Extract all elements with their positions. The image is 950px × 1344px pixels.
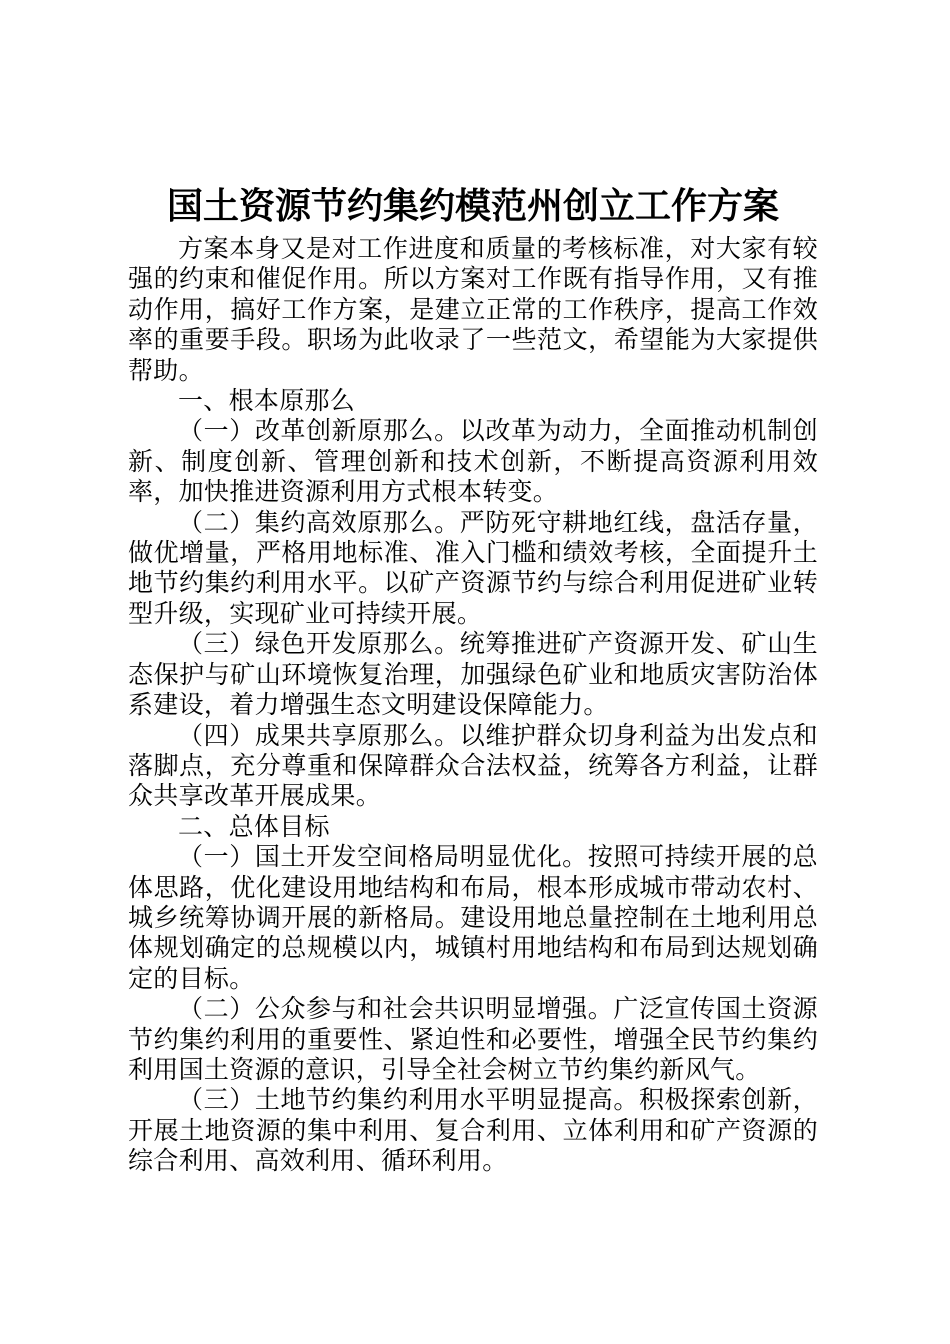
principle-paragraph: （四）成果共享原那么。以维护群众切身利益为出发点和落脚点，充分尊重和保障群众合法权益，统筹各方利益，让群众共享改革开展成果。	[128, 720, 818, 811]
section-heading-goals: 二、总体目标	[178, 811, 330, 841]
goal-paragraph: （二）公众参与和社会共识明显增强。广泛宣传国土资源节约集约利用的重要性、紧迫性和必要性，增强全民节约集约利用国土资源的意识，引导全社会树立节约集约新风气。	[128, 994, 818, 1084]
section-heading-principles: 一、根本原那么	[178, 386, 356, 416]
goal-paragraph: （三）土地节约集约利用水平明显提高。积极探索创新，开展土地资源的集中利用、复合利用、立体利用和矿产资源的综合利用、高效利用、循环利用。	[128, 1085, 818, 1176]
document-page	[128, 180, 818, 1177]
principle-paragraph: （三）绿色开发原那么。统筹推进矿产资源开发、矿山生态保护与矿山环境恢复治理，加强绿色矿业和地质灾害防治体系建设，着力增强生态文明建设保障能力。	[128, 629, 818, 720]
principle-paragraph: （二）集约高效原那么。严防死守耕地红线，盘活存量，做优增量，严格用地标准、准入门槛和绩效考核，全面提升土地节约集约利用水平。以矿产资源节约与综合利用促进矿业转型升级，实现矿业可持续开展。	[128, 507, 818, 628]
principle-paragraph: （一）改革创新原那么。以改革为动力，全面推动机制创新、制度创新、管理创新和技术创新，不断提高资源利用效率，加快推进资源利用方式根本转变。	[128, 416, 818, 507]
intro-paragraph: 方案本身又是对工作进度和质量的考核标准，对大家有较强的约束和催促作用。所以方案对工作既有指导作用，又有推动作用，搞好工作方案，是建立正常的工作秩序，提高工作效率的重要手段。职场为此收录了一些范文，希望能为大家提供帮助。	[128, 234, 818, 385]
document-title: 国土资源节约集约模范州创立工作方案	[166, 185, 779, 227]
goal-paragraph: （一）国土开发空间格局明显优化。按照可持续开展的总体思路，优化建设用地结构和布局，根本形成城市带动农村、城乡统筹协调开展的新格局。建设用地总量控制在土地利用总体规划确定的总规模以内，城镇村用地结构和布局到达规划确定的目标。	[128, 842, 818, 993]
